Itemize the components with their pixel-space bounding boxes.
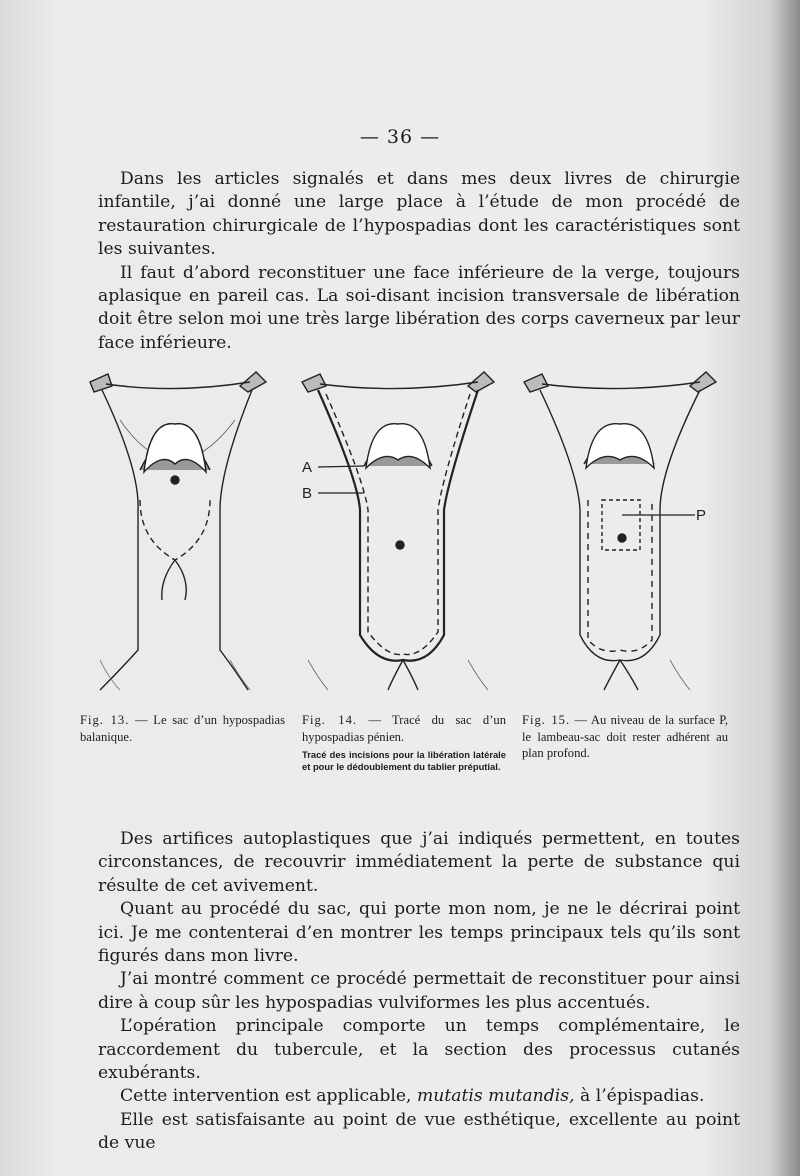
- body-paragraph-5: [98, 1085, 740, 1108]
- marker-b: B: [302, 485, 313, 502]
- intro-text: [98, 168, 740, 355]
- figure-14-illustration: [298, 360, 498, 700]
- caption-14-label: Fig. 14.: [302, 713, 358, 727]
- body-text: [98, 828, 740, 1156]
- caption-figure-14: [302, 712, 506, 772]
- caption-figure-13: [80, 712, 285, 745]
- body-paragraph-5-italic: mutatis mutandis,: [416, 1086, 575, 1107]
- caption-15-label: Fig. 15.: [522, 713, 571, 727]
- body-paragraph-6: Elle est satisfaisante au point de vue esthétique, excellente au point de vue: [98, 1109, 740, 1154]
- figure-15-illustration: [520, 360, 720, 700]
- page-number: — 36 —: [359, 126, 441, 148]
- intro-paragraph-2: Il faut d’abord reconstituer une face inférieure de la verge, toujours aplasique en pareil cas. La soi-disant incision transversale de libération doit être selon moi une très large libération des corps caverneux par leur face inférieure.: [98, 262, 740, 353]
- body-paragraph-5-before: Cette intervention est applicable,: [120, 1086, 417, 1107]
- body-paragraph-1: Des artifices autoplastiques que j’ai indiqués permettent, en toutes circonstances, de recouvrir immédiatement la perte de substance qui résulte de cet avivement.: [98, 829, 740, 896]
- caption-13-label: Fig. 13.: [80, 713, 130, 727]
- caption-14-subtext: Tracé des incisions pour la libération latérale et pour le dédoublement du tablier préputial.: [302, 749, 506, 772]
- body-paragraph-4: L’opération principale comporte un temps complémentaire, le raccordement du tubercule, et la section des processus cutanés exubérants.: [98, 1016, 740, 1084]
- body-paragraph-2: Quant au procédé du sac, qui porte mon nom, je ne le décrirai point ici. Je me contenterai d’en montrer les temps principaux tels qu’ils sont figurés dans mon livre.: [98, 899, 740, 967]
- body-paragraph-5-after: à l’épispadias.: [574, 1086, 705, 1107]
- figure-13-illustration: [80, 360, 270, 700]
- caption-14-text: — Tracé du sac d’un hypospadias pénien.: [302, 713, 506, 744]
- caption-figure-15: [522, 712, 728, 762]
- marker-a: A: [302, 459, 313, 476]
- intro-paragraph-1: Dans les articles signalés et dans mes deux livres de chirurgie infantile, j’ai donné une large place à l’étude de mon procédé de restauration chirurgicale de l’hypospadias dont les caractéristiques sont les suivantes.: [98, 169, 740, 260]
- caption-13-text: — Le sac d’un hypospadias balanique.: [80, 713, 285, 744]
- body-paragraph-3: J’ai montré comment ce procédé permettait de reconstituer pour ainsi dire à coup sûr les hypospadias vulviformes les plus accentués.: [98, 969, 740, 1013]
- caption-15-text: — Au niveau de la surface P, le lambeau-sac doit rester adhérent au plan profond.: [522, 713, 728, 760]
- marker-p: P: [696, 507, 707, 524]
